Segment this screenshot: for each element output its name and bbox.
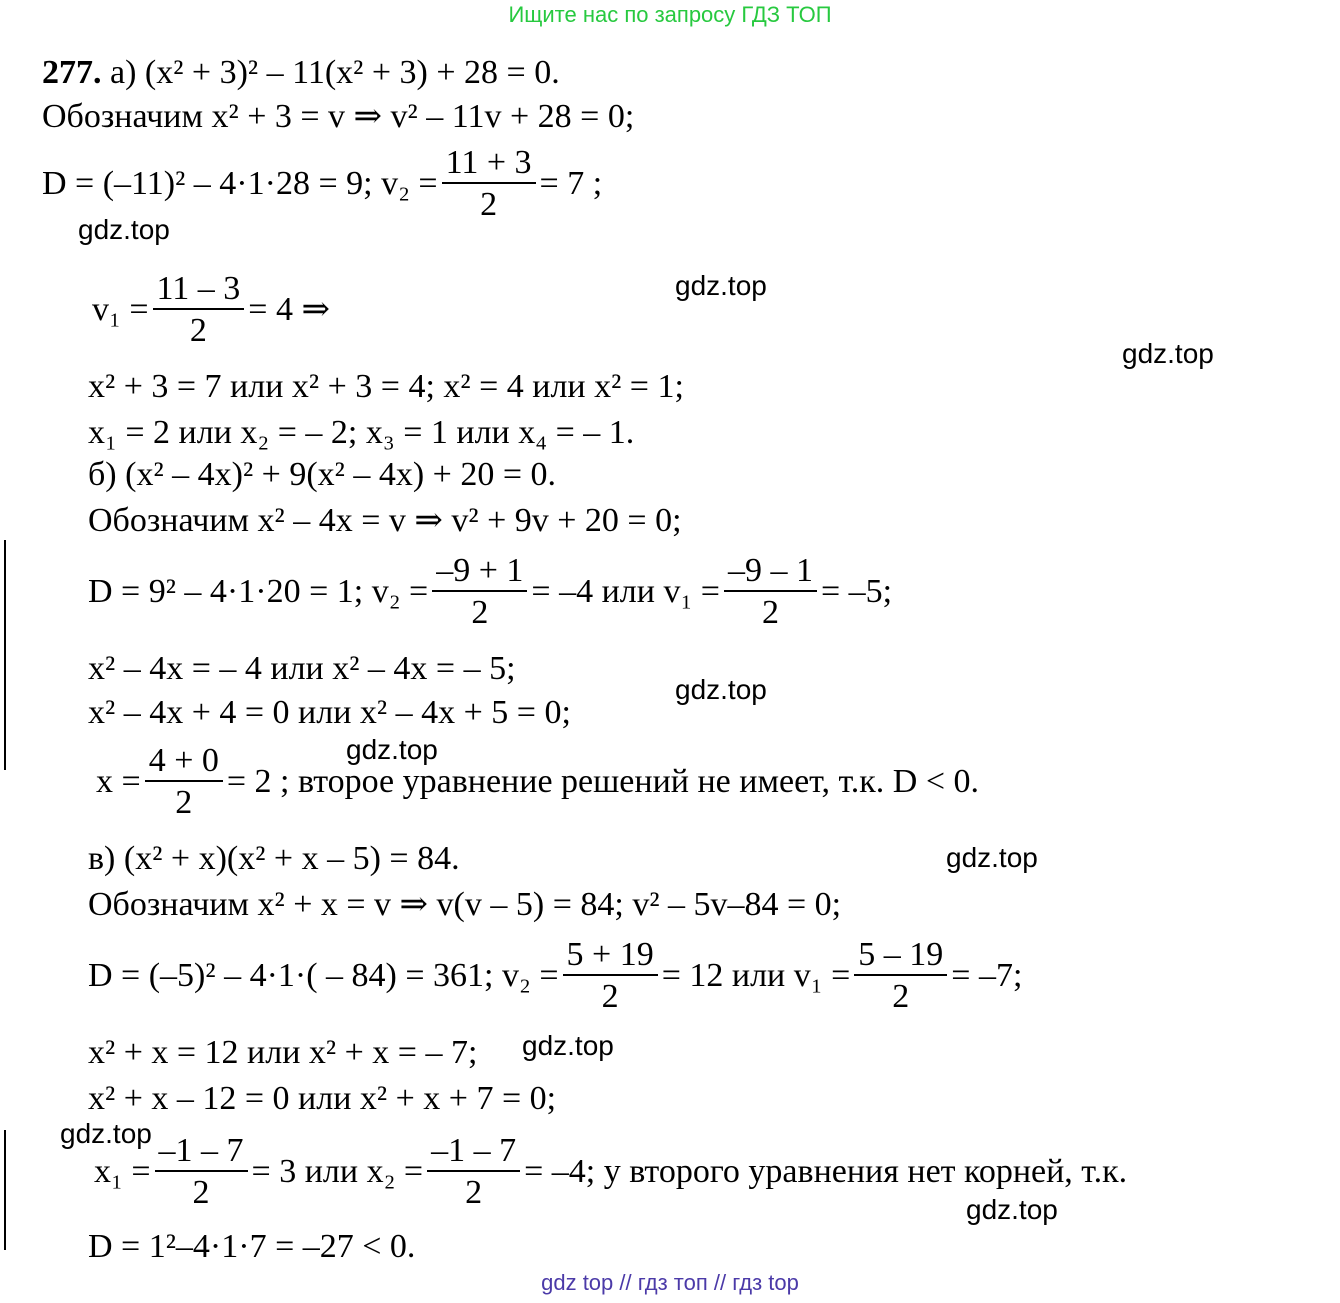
watermark: gdz.top [675, 674, 767, 705]
watermark: gdz.top [966, 1194, 1058, 1225]
problem-line-a-v1: v₁ = $\frac{11 - 3}{2}$ = 4 ⇒ [92, 270, 330, 349]
problem-line-a-roots: x₁ = 2 или x₂ = – 2; x₃ = 1 или x₄ = – 1. [88, 414, 635, 451]
problem-line-c-discriminant: D = (–5)² – 4·1·( – 84) = 361; v₂ = $\frac{5 + 19}{2}$ = 12 или v₁ = $\frac{5 - 19}{2}$ = –7; [88, 936, 1023, 1015]
watermark: gdz.top [346, 734, 438, 765]
problem-number: 277. [42, 54, 102, 91]
watermark: gdz.top [675, 270, 767, 301]
fraction: $\frac{-1 - 7}{2}$ [155, 1134, 248, 1210]
fraction: $\frac{11 + 3}{2}$ [442, 146, 536, 222]
problem-line-a-substitution: Обозначим x² + 3 = v ⇒ v² – 11v + 28 = 0; [42, 98, 635, 135]
problem-line-c-quadratics: x² + x – 12 = 0 или x² + x + 7 = 0; [88, 1080, 557, 1117]
watermark: gdz.top [60, 1118, 152, 1149]
problem-line-c-equation: в) (x² + x)(x² + x – 5) = 84. [88, 840, 460, 877]
problem-line-c-last: D = 1²–4·1·7 = –27 < 0. [88, 1228, 416, 1265]
problem-line-c-substitution: Обозначим x² + x = v ⇒ v(v – 5) = 84; v² – 5v–84 = 0; [88, 886, 842, 923]
problem-line-b-quadratics: x² – 4x + 4 = 0 или x² – 4x + 5 = 0; [88, 694, 571, 731]
problem-line-a-cases: x² + 3 = 7 или x² + 3 = 4; x² = 4 или x² = 1; [88, 368, 684, 405]
problem-line-b-discriminant: D = 9² – 4·1·20 = 1; v₂ = $\frac{-9 + 1}{2}$ = –4 или v₁ = $\frac{-9 - 1}{2}$ = –5; [88, 552, 893, 631]
problem-line-b-cases: x² – 4x = – 4 или x² – 4x = – 5; [88, 650, 516, 687]
fraction: $\frac{-1 - 7}{2}$ [427, 1134, 520, 1210]
fraction: $\frac{4 + 0}{2}$ [145, 744, 223, 820]
problem-line-c-roots: x₁ = $\frac{-1 - 7}{2}$ = 3 или x₂ = $\frac{-1 - 7}{2}$ = –4; у второго уравнения нет корней, т.к. [94, 1132, 1128, 1211]
fraction: $\frac{5 - 19}{2}$ [854, 938, 947, 1014]
fraction: $\frac{-9 + 1}{2}$ [432, 554, 527, 630]
fraction: $\frac{-9 - 1}{2}$ [724, 554, 817, 630]
problem-line-b-substitution: Обозначим x² – 4x = v ⇒ v² + 9v + 20 = 0; [88, 502, 682, 539]
search-banner[interactable]: Ищите нас по запросу ГДЗ ТОП [508, 2, 832, 27]
problem-line-a-equation: 277. а) (x² + 3)² – 11(x² + 3) + 28 = 0. [42, 54, 560, 91]
watermark: gdz.top [78, 214, 170, 245]
problem-line-b-root: x = $\frac{4 + 0}{2}$ = 2 ; второе уравнение решений не имеет, т.к. D < 0. [96, 742, 980, 821]
fraction: $\frac{5 + 19}{2}$ [563, 938, 658, 1014]
watermark: gdz.top [946, 842, 1038, 873]
problem-line-c-cases: x² + x = 12 или x² + x = – 7; [88, 1034, 478, 1071]
watermark: gdz.top [522, 1030, 614, 1061]
watermark: gdz.top [1122, 338, 1214, 369]
footer-links[interactable]: gdz top // гдз топ // гдз top [541, 1270, 799, 1295]
scan-margin-line [4, 540, 6, 770]
scan-margin-line [4, 1130, 6, 1250]
problem-line-b-equation: б) (x² – 4x)² + 9(x² – 4x) + 20 = 0. [88, 456, 557, 493]
fraction: $\frac{11 - 3}{2}$ [153, 272, 245, 348]
problem-line-a-discriminant: D = (–11)² – 4·1·28 = 9; v₂ = $\frac{11 + 3}{2}$ = 7 ; [42, 144, 603, 223]
